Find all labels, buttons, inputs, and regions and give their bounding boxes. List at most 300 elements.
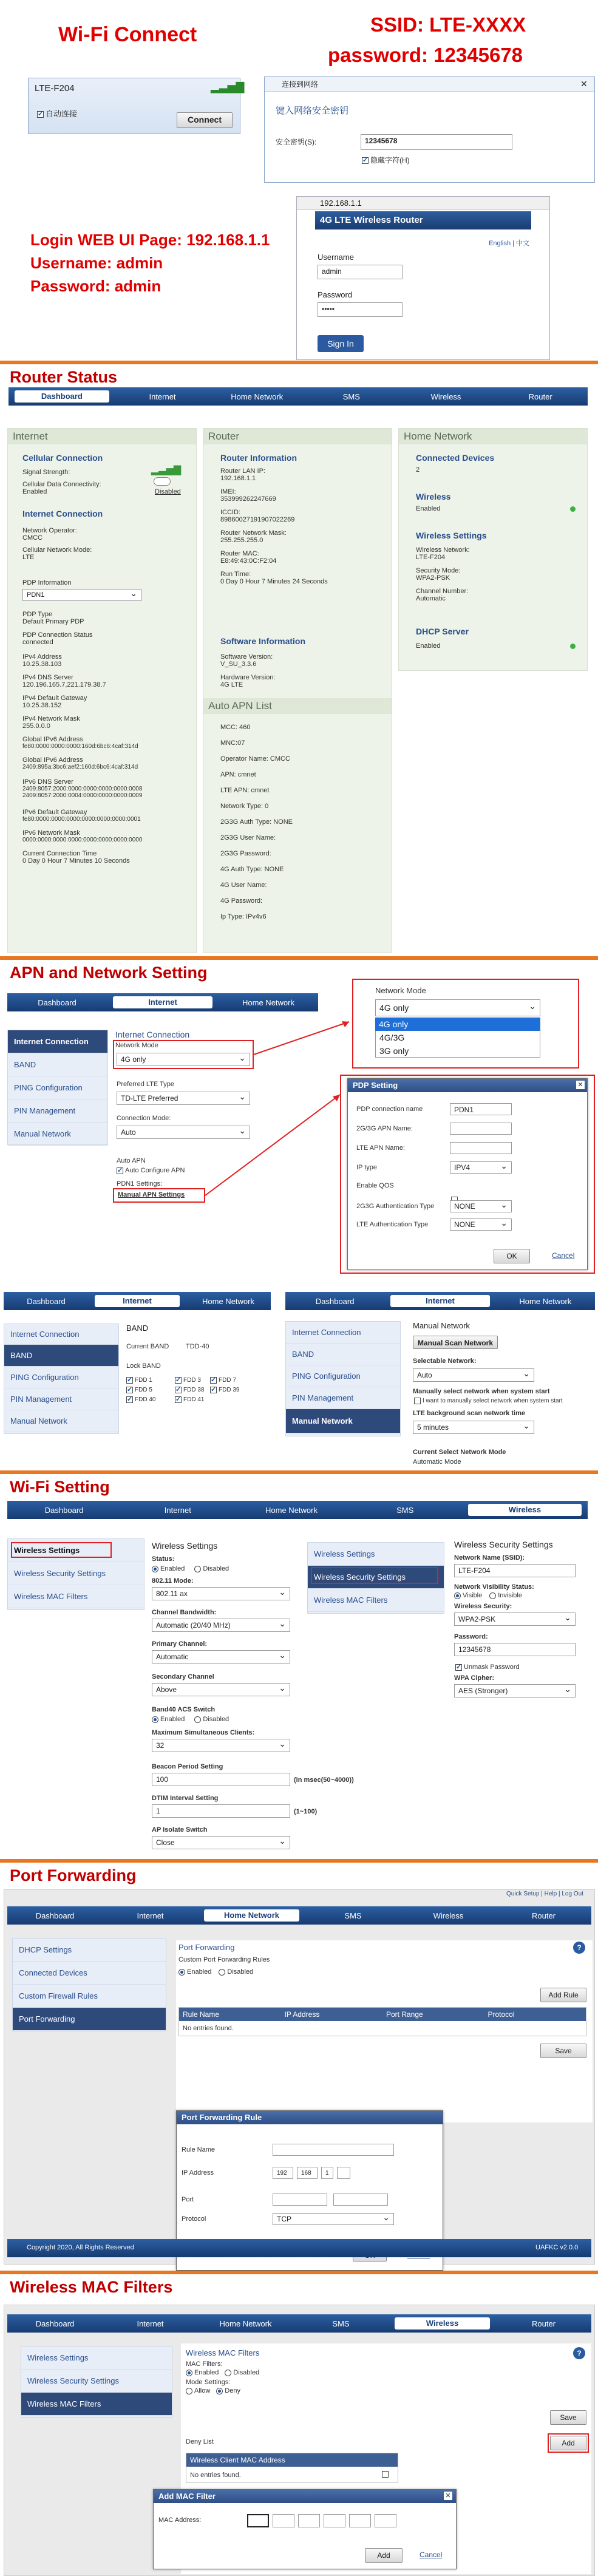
pdp-apn-input[interactable] <box>450 1123 512 1135</box>
connect-dialog-title: 连接到网络 <box>265 77 594 92</box>
hide-chars-label: 隐藏字符(H) <box>370 156 410 165</box>
manual-scan-button[interactable]: Manual Scan Network <box>413 1336 498 1349</box>
nav-router[interactable]: Router <box>531 2319 556 2328</box>
nav-dashboard[interactable]: Dashboard <box>315 1296 355 1306</box>
wpa-cipher-label: WPA Cipher: <box>454 1674 494 1682</box>
band-checkbox[interactable] <box>210 1377 217 1384</box>
help-icon[interactable]: ? <box>573 1942 585 1954</box>
mac-add-button[interactable]: Add <box>550 2436 586 2450</box>
data-toggle[interactable] <box>154 477 171 486</box>
sidebar-item-wireless-security[interactable]: Wireless Security Settings <box>308 1566 444 1589</box>
deny-radio[interactable] <box>216 2388 223 2394</box>
current-band-value: TDD-40 <box>186 1343 209 1350</box>
enabled-label: Enabled <box>160 1716 185 1723</box>
sidebar-item-ping[interactable]: PING Configuration <box>286 1365 400 1387</box>
bandwidth-select[interactable]: Automatic (20/40 MHz) ⌄ <box>152 1619 290 1632</box>
selectable-network-select[interactable]: Auto ⌄ <box>413 1368 534 1382</box>
deny-label: Deny <box>225 2387 240 2394</box>
save-button[interactable]: Save <box>540 2044 586 2058</box>
password-text: password: 12345678 <box>328 44 523 66</box>
band-option <box>126 1396 155 1403</box>
operator-label: Network Operator: <box>22 527 77 534</box>
pdp-iptype-select[interactable]: IPV4 ⌄ <box>450 1161 512 1174</box>
allow-label: Allow <box>194 2387 211 2394</box>
sidebar-item-pin[interactable]: PIN Management <box>8 1099 107 1123</box>
pdp-type-value: Default Primary PDP <box>22 618 84 625</box>
swv-value: V_SU_3.3.6 <box>220 661 257 668</box>
sidebar-item-wireless-settings[interactable]: Wireless Settings <box>8 1539 144 1562</box>
pdp-ok-button[interactable]: OK <box>494 1249 530 1263</box>
protocol-select[interactable]: TCP ⌄ <box>273 2213 394 2225</box>
band-checkbox[interactable] <box>126 1396 133 1403</box>
band-checkbox[interactable] <box>126 1377 133 1384</box>
primary-channel-select[interactable]: Automatic ⌄ <box>152 1650 290 1664</box>
wireless-settings-title: Wireless Settings <box>152 1541 218 1551</box>
login-window <box>296 196 550 360</box>
mac-disabled-radio[interactable] <box>225 2370 231 2376</box>
lte-scan-label: LTE background scan network time <box>413 1410 525 1417</box>
band-option <box>175 1377 201 1384</box>
ip-octet-input[interactable]: 168 <box>297 2167 318 2179</box>
secondary-channel-label: Secondary Channel <box>152 1673 214 1681</box>
band-checkbox[interactable] <box>126 1387 133 1393</box>
ip-octet-input[interactable] <box>337 2167 350 2179</box>
acs-disabled-radio[interactable] <box>194 1716 201 1723</box>
sidebar-item-manual-network[interactable]: Manual Network <box>286 1409 400 1433</box>
cellular-connection-heading: Cellular Connection <box>22 453 103 463</box>
apn-list-title: Auto APN List <box>203 698 392 714</box>
nav-home-network[interactable]: Home Network <box>202 1296 254 1306</box>
pdp-type-label: PDP Type <box>22 611 53 618</box>
close-icon[interactable]: ✕ <box>580 79 588 89</box>
password-input[interactable]: ••••• <box>318 302 403 317</box>
table-header <box>179 2008 586 2021</box>
nav-home-network[interactable]: Home Network <box>219 2319 272 2328</box>
column-header: Wireless Client MAC Address <box>190 2456 285 2464</box>
invisible-radio[interactable] <box>489 1592 496 1599</box>
nav-dashboard[interactable]: Dashboard <box>35 2319 75 2328</box>
sidebar-item-wireless-security[interactable]: Wireless Security Settings <box>8 1562 144 1585</box>
port-sidebar <box>12 1938 166 2031</box>
pdp-select[interactable]: PDN1 ⌄ <box>22 589 141 601</box>
mac-octet-input[interactable] <box>273 2514 294 2527</box>
mac-save-button[interactable]: Save <box>550 2410 586 2425</box>
network-mode-dropdown-box <box>352 979 579 1069</box>
password: 2G3G Password: <box>220 850 271 857</box>
rule-name-input[interactable] <box>273 2144 394 2156</box>
auto-apn-label: Auto APN <box>117 1157 146 1164</box>
pdp-apn-label: 2G/3G APN Name: <box>356 1125 413 1132</box>
security-key-input[interactable]: 12345678 <box>361 134 512 150</box>
section-title: Wi-Fi Setting <box>10 1478 110 1496</box>
disabled-link[interactable]: Disabled <box>155 488 181 495</box>
disabled-label: Disabled <box>233 2369 260 2376</box>
nav-home-network[interactable]: Home Network <box>204 1909 299 1922</box>
preferred-lte-select[interactable]: TD-LTE Preferred ⌄ <box>117 1092 250 1105</box>
mode-settings-label: Mode Settings: <box>186 2379 231 2386</box>
nav-internet[interactable]: Internet <box>137 2319 164 2328</box>
band-checkbox[interactable] <box>175 1377 182 1384</box>
wireless-settings-heading[interactable]: Wireless Settings <box>416 531 487 540</box>
dialog-prompt: 键入网络安全密钥 <box>276 106 349 116</box>
isolate-select[interactable]: Close ⌄ <box>152 1836 290 1849</box>
sidebar-item-band[interactable]: BAND <box>286 1344 400 1365</box>
pdp-auth-select[interactable]: NONE ⌄ <box>450 1200 512 1212</box>
sidebar-item-band[interactable]: BAND <box>8 1053 107 1076</box>
beacon-unit: (in msec(50~4000)) <box>294 1776 354 1784</box>
imei-value: 353999262247669 <box>220 495 276 503</box>
sidebar-item-ping[interactable]: PING Configuration <box>8 1076 107 1099</box>
ip-octet-input[interactable]: 1 <box>321 2167 333 2179</box>
band-label: FDD 5 <box>135 1387 152 1394</box>
nav-dashboard[interactable]: Dashboard <box>44 1505 84 1515</box>
mask6-value: 0000:0000:0000:0000:0000:0000:0000:0000 <box>22 837 143 843</box>
nav-dashboard[interactable]: Dashboard <box>35 1911 75 1920</box>
internet-panel <box>7 428 197 953</box>
manual-select-text: I want to manually select network when system start <box>423 1398 563 1405</box>
max-clients-select[interactable]: 32 ⌄ <box>152 1739 290 1752</box>
pdp-status-label: PDP Connection Status <box>22 631 93 639</box>
dtim-input[interactable]: 1 <box>152 1804 290 1818</box>
port-enabled-radio[interactable] <box>178 1969 185 1976</box>
close-icon[interactable]: ✕ <box>576 1081 585 1089</box>
status-options <box>152 1565 229 1572</box>
wifi-title: Wi-Fi Connect <box>58 23 197 46</box>
protocol-label: Protocol <box>182 2215 206 2223</box>
network-name: LTE-F204 <box>35 83 75 93</box>
security-settings-title: Wireless Security Settings <box>454 1540 553 1549</box>
nav-internet[interactable]: Internet <box>149 392 176 401</box>
wireless-security-label: Wireless Security: <box>454 1603 512 1610</box>
wifi-network-card[interactable] <box>28 78 245 134</box>
band-option <box>210 1387 239 1393</box>
beacon-input[interactable]: 100 <box>152 1773 290 1786</box>
username-input[interactable]: admin <box>318 265 403 279</box>
section-title: Wireless MAC Filters <box>10 2278 173 2296</box>
nav-router[interactable]: Router <box>528 392 552 401</box>
sidebar-item-ping[interactable]: PING Configuration <box>4 1367 118 1388</box>
hwv-label: Hardware Version: <box>220 674 276 681</box>
band-option <box>175 1396 204 1403</box>
dns-label: IPv4 DNS Server <box>22 674 73 681</box>
dtim-label: DTIM Interval Setting <box>152 1795 219 1802</box>
copyright: Copyright 2020, All Rights Reserved <box>27 2244 134 2251</box>
nav-wireless[interactable]: Wireless <box>468 1504 582 1516</box>
auto-connect-row <box>37 107 77 119</box>
lanip-label: Router LAN IP: <box>220 467 265 475</box>
mac-label: Router MAC: <box>220 550 259 557</box>
port-disabled-radio[interactable] <box>219 1969 225 1976</box>
column-header: Protocol <box>488 2010 515 2019</box>
sidebar-item-port-forwarding[interactable]: Port Forwarding <box>13 2008 166 2031</box>
top-links[interactable]: Quick Setup | Help | Log Out <box>506 1891 583 1897</box>
signal-bars-icon: ▂▃▅▇ <box>151 465 182 475</box>
arrow-head <box>333 1095 340 1101</box>
operator-name: Operator Name: CMCC <box>220 755 290 763</box>
hwv-value: 4G LTE <box>220 681 243 688</box>
pdp-lte-label: LTE APN Name: <box>356 1144 405 1152</box>
manual-navbar <box>285 1292 595 1310</box>
status-disabled-radio[interactable] <box>194 1566 201 1572</box>
column-header: Rule Name <box>183 2010 220 2019</box>
band-checkbox[interactable] <box>210 1387 217 1393</box>
ssid-text: SSID: LTE-XXXX <box>370 13 526 36</box>
key-label: 安全密钥(S): <box>276 138 317 146</box>
mode-label: 802.11 Mode: <box>152 1577 194 1585</box>
manual-apn-link[interactable]: Manual APN Settings <box>118 1191 185 1198</box>
acs-enabled-radio[interactable] <box>152 1716 158 1723</box>
nav-internet[interactable]: Internet <box>137 1911 164 1920</box>
close-icon[interactable]: ✕ <box>444 2492 452 2500</box>
nav-home-network[interactable]: Home Network <box>231 392 284 401</box>
lanip-value: 192.168.1.1 <box>220 475 256 482</box>
empty-message: No entries found. <box>190 2472 241 2479</box>
ipv4-value: 10.25.38.103 <box>22 661 62 668</box>
mode-select[interactable]: 802.11 ax ⌄ <box>152 1587 290 1600</box>
bandwidth-label: Channel Bandwidth: <box>152 1609 217 1616</box>
mac-octet-input[interactable] <box>298 2514 320 2527</box>
help-icon[interactable]: ? <box>573 2347 585 2359</box>
wireless-settings-highlight <box>11 1542 112 1558</box>
nav-internet[interactable]: Internet <box>164 1505 191 1515</box>
internet-connection-heading: Internet Connection <box>22 509 103 518</box>
band-label: FDD 41 <box>183 1396 205 1404</box>
connection-mode-select[interactable]: Auto ⌄ <box>117 1126 250 1139</box>
select-all-checkbox[interactable] <box>382 2471 389 2478</box>
arrow-to-pdp <box>205 1095 340 1195</box>
security-mode-value: WPA2-PSK <box>416 574 450 582</box>
connect-dialog <box>264 76 595 183</box>
enabled-label: Enabled <box>160 1565 185 1572</box>
mac-octet-input[interactable] <box>324 2514 345 2527</box>
nav-internet[interactable]: Internet <box>390 1295 489 1307</box>
status-enabled-radio[interactable] <box>152 1566 158 1572</box>
swv-label: Software Version: <box>220 653 273 661</box>
apn: APN: cmnet <box>220 771 256 778</box>
nav-home-network[interactable]: Home Network <box>519 1296 572 1306</box>
mask6-label: IPv6 Network Mask <box>22 829 80 837</box>
disabled-label: Disabled <box>203 1716 229 1723</box>
section-title: Port Forwarding <box>10 1866 137 1884</box>
add-rule-button[interactable]: Add Rule <box>540 1988 586 2002</box>
operator-value: CMCC <box>22 534 42 542</box>
auto-connect-checkbox[interactable] <box>37 111 44 118</box>
dhcp-heading[interactable]: DHCP Server <box>416 627 469 636</box>
add-mac-dialog <box>153 2489 457 2569</box>
manual-sidebar <box>285 1321 401 1436</box>
data-conn-value: Enabled <box>22 488 47 495</box>
current-band-label: Current BAND <box>126 1343 169 1350</box>
mode-value: LTE <box>22 554 35 561</box>
column-header: IP Address <box>284 2010 320 2019</box>
table-header <box>186 2453 398 2467</box>
dropdown-option[interactable]: 4G/3G <box>375 1031 540 1044</box>
pdp-auth-label: 2G3G Authentication Type <box>356 1203 435 1210</box>
nav-sms[interactable]: SMS <box>332 2319 350 2328</box>
nav-dashboard[interactable]: Dashboard <box>27 1296 66 1306</box>
nav-sms[interactable]: SMS <box>396 1505 414 1515</box>
sidebar-item-firewall[interactable]: Custom Firewall Rules <box>13 1985 166 2008</box>
sidebar-item-pin[interactable]: PIN Management <box>4 1388 118 1410</box>
mac-filter-options <box>186 2369 259 2376</box>
pdp-name-input[interactable]: PDN1 <box>450 1103 512 1115</box>
mode-options <box>186 2387 240 2394</box>
preferred-lte-label: Preferred LTE Type <box>117 1081 174 1088</box>
wifi-setting-header <box>0 1470 598 1498</box>
sidebar-item-internet-connection[interactable]: Internet Connection <box>286 1322 400 1344</box>
port-table <box>178 2007 586 2036</box>
sidebar-item-dhcp[interactable]: DHCP Settings <box>13 1939 166 1962</box>
signal-label: Signal Strength: <box>22 469 70 476</box>
enabled-label: Enabled <box>187 1968 212 1976</box>
unmask-checkbox[interactable] <box>455 1664 462 1671</box>
band-sidebar <box>4 1324 119 1434</box>
address-bar[interactable]: 192.168.1.1 <box>297 197 549 210</box>
mac-octet-input[interactable] <box>247 2514 269 2527</box>
nav-internet[interactable]: Internet <box>95 1295 180 1307</box>
column-header: Port Range <box>386 2010 423 2019</box>
empty-message: No entries found. <box>183 2025 234 2032</box>
port-options <box>178 1968 253 1976</box>
sidebar-item-manual-network[interactable]: Manual Network <box>8 1123 107 1146</box>
invisible-label: Invisible <box>498 1592 522 1599</box>
mac-sidebar <box>21 2346 172 2418</box>
auto-configure-label: Auto Configure APN <box>125 1167 185 1174</box>
user-name: 2G3G User Name: <box>220 834 276 841</box>
sidebar-item-internet-connection[interactable]: Internet Connection <box>8 1030 107 1053</box>
wireless-network-label: Wireless Network: <box>416 546 470 554</box>
panel-title: Router <box>203 429 392 444</box>
dropdown-current[interactable]: 4G only ⌄ <box>375 999 540 1016</box>
version: UAFKC v2.0.0 <box>535 2244 579 2251</box>
sidebar-item-manual-network[interactable]: Manual Network <box>4 1410 118 1432</box>
band-checkbox[interactable] <box>175 1396 182 1403</box>
wireless-security-select[interactable]: WPA2-PSK ⌄ <box>454 1613 576 1626</box>
gipv6-value: fe80:0000:0000:0000:160d:6bc6:4caf:314d <box>22 743 138 750</box>
mask-label: IPv4 Network Mask <box>22 715 80 722</box>
wpa-cipher-select[interactable]: AES (Stronger) ⌄ <box>454 1684 576 1698</box>
mac-filters-label: MAC Filters: <box>186 2360 223 2368</box>
mac-navbar <box>7 2314 591 2333</box>
password-label: Password: <box>454 1633 488 1640</box>
router-info-heading: Router Information <box>220 453 297 463</box>
current-select-label: Current Select Network Mode <box>413 1449 506 1456</box>
nav-home-network[interactable]: Home Network <box>265 1505 318 1515</box>
login-password-text: Password: admin <box>30 277 161 295</box>
port-end-input[interactable] <box>333 2194 388 2206</box>
ip-type: Ip Type: IPv4v6 <box>220 913 267 920</box>
ip-octet-input[interactable]: 192 <box>273 2167 293 2179</box>
wireless-heading[interactable]: Wireless <box>416 492 451 501</box>
dropdown-option[interactable]: 4G only <box>375 1018 540 1031</box>
rmask-label: Router Network Mask: <box>220 529 287 537</box>
connected-devices-heading[interactable]: Connected Devices <box>416 453 495 463</box>
nav-wireless[interactable]: Wireless <box>430 392 461 401</box>
password-4g: 4G Password: <box>220 897 263 905</box>
visible-label: Visible <box>463 1592 483 1599</box>
hide-chars-checkbox[interactable] <box>362 157 369 164</box>
sidebar-item-band[interactable]: BAND <box>4 1345 118 1367</box>
status-navbar <box>8 387 588 406</box>
nav-sms[interactable]: SMS <box>342 392 360 401</box>
pdn-settings-label: PDN1 Settings: <box>117 1180 163 1188</box>
primary-channel-label: Primary Channel: <box>152 1640 208 1648</box>
nav-internet[interactable]: Internet <box>113 996 212 1008</box>
secondary-channel-select[interactable]: Above ⌄ <box>152 1683 290 1696</box>
gw6-label: IPv6 Default Gateway <box>22 809 87 816</box>
auth-type: 2G3G Auth Type: NONE <box>220 818 293 826</box>
iccid-value: 89860027191907022269 <box>220 516 295 523</box>
sidebar-item-wireless-settings[interactable]: Wireless Settings <box>21 2347 172 2370</box>
mac-dialog-add-button[interactable]: Add <box>365 2548 403 2563</box>
connect-button[interactable]: Connect <box>177 112 233 128</box>
sidebar-item-mac-filters[interactable]: Wireless MAC Filters <box>21 2393 172 2416</box>
band-checkbox[interactable] <box>175 1387 182 1393</box>
current-select-value: Automatic Mode <box>413 1458 461 1466</box>
acs-options <box>152 1716 229 1723</box>
enabled-label: Enabled <box>194 2369 219 2376</box>
band-option <box>126 1387 152 1393</box>
band-navbar <box>4 1292 271 1310</box>
sidebar-item-mac-filters[interactable]: Wireless MAC Filters <box>308 1589 444 1612</box>
sidebar-item-pin[interactable]: PIN Management <box>286 1387 400 1409</box>
sidebar-item-wireless-settings[interactable]: Wireless Settings <box>308 1543 444 1566</box>
allow-radio[interactable] <box>186 2388 192 2394</box>
pdp-cancel-link[interactable]: Cancel <box>552 1251 575 1260</box>
nav-dashboard[interactable]: Dashboard <box>15 390 109 403</box>
port-label: Port <box>182 2196 194 2203</box>
nav-dashboard[interactable]: Dashboard <box>38 997 76 1007</box>
mac-enabled-radio[interactable] <box>186 2370 192 2376</box>
add-button-highlight <box>548 2433 589 2453</box>
nav-router[interactable]: Router <box>531 1911 556 1920</box>
sign-in-button[interactable]: Sign In <box>318 335 364 352</box>
mac-octet-input[interactable] <box>375 2514 396 2527</box>
band-label: FDD 7 <box>219 1377 236 1384</box>
nav-home-network[interactable]: Home Network <box>242 997 294 1007</box>
language-switch[interactable]: English | 中文 <box>489 240 530 247</box>
rule-name-label: Rule Name <box>182 2146 216 2153</box>
connection-mode-label: Connection Mode: <box>117 1115 171 1122</box>
sidebar-item-internet-connection[interactable]: Internet Connection <box>4 1324 118 1345</box>
lock-band-label: Lock BAND <box>126 1362 161 1370</box>
username-label: Username <box>318 253 354 262</box>
gipv6-label: Global IPv6 Address <box>22 736 83 743</box>
nav-sms[interactable]: SMS <box>344 1911 362 1920</box>
mac-octet-input[interactable] <box>349 2514 371 2527</box>
sidebar-item-mac-filters[interactable]: Wireless MAC Filters <box>8 1585 144 1608</box>
sidebar-item-connected-devices[interactable]: Connected Devices <box>13 1962 166 1985</box>
network-mode-select[interactable]: 4G only ⌄ <box>117 1053 250 1066</box>
sidebar-item-wireless-security[interactable]: Wireless Security Settings <box>21 2370 172 2393</box>
port-start-input[interactable] <box>273 2194 327 2206</box>
lte-scan-select[interactable]: 5 minutes ⌄ <box>413 1421 534 1434</box>
dropdown-option[interactable]: 3G only <box>375 1044 540 1058</box>
isolate-label: AP Isolate Switch <box>152 1826 208 1833</box>
pdp-lte-input[interactable] <box>450 1142 512 1154</box>
ssid-input[interactable]: LTE-F204 <box>454 1564 576 1577</box>
mac-dialog-cancel-link[interactable]: Cancel <box>420 2551 443 2559</box>
visible-radio[interactable] <box>454 1592 461 1599</box>
password-input[interactable]: 12345678 <box>454 1643 576 1656</box>
nav-wireless[interactable]: Wireless <box>395 2317 490 2330</box>
ctime-label: Current Connection Time <box>22 850 97 857</box>
nav-wireless[interactable]: Wireless <box>433 1911 464 1920</box>
mnc: MNC:07 <box>220 739 245 747</box>
pdp-lauth-select[interactable]: NONE ⌄ <box>450 1218 512 1231</box>
manual-select-checkbox[interactable] <box>414 1398 421 1404</box>
beacon-label: Beacon Period Setting <box>152 1763 223 1770</box>
